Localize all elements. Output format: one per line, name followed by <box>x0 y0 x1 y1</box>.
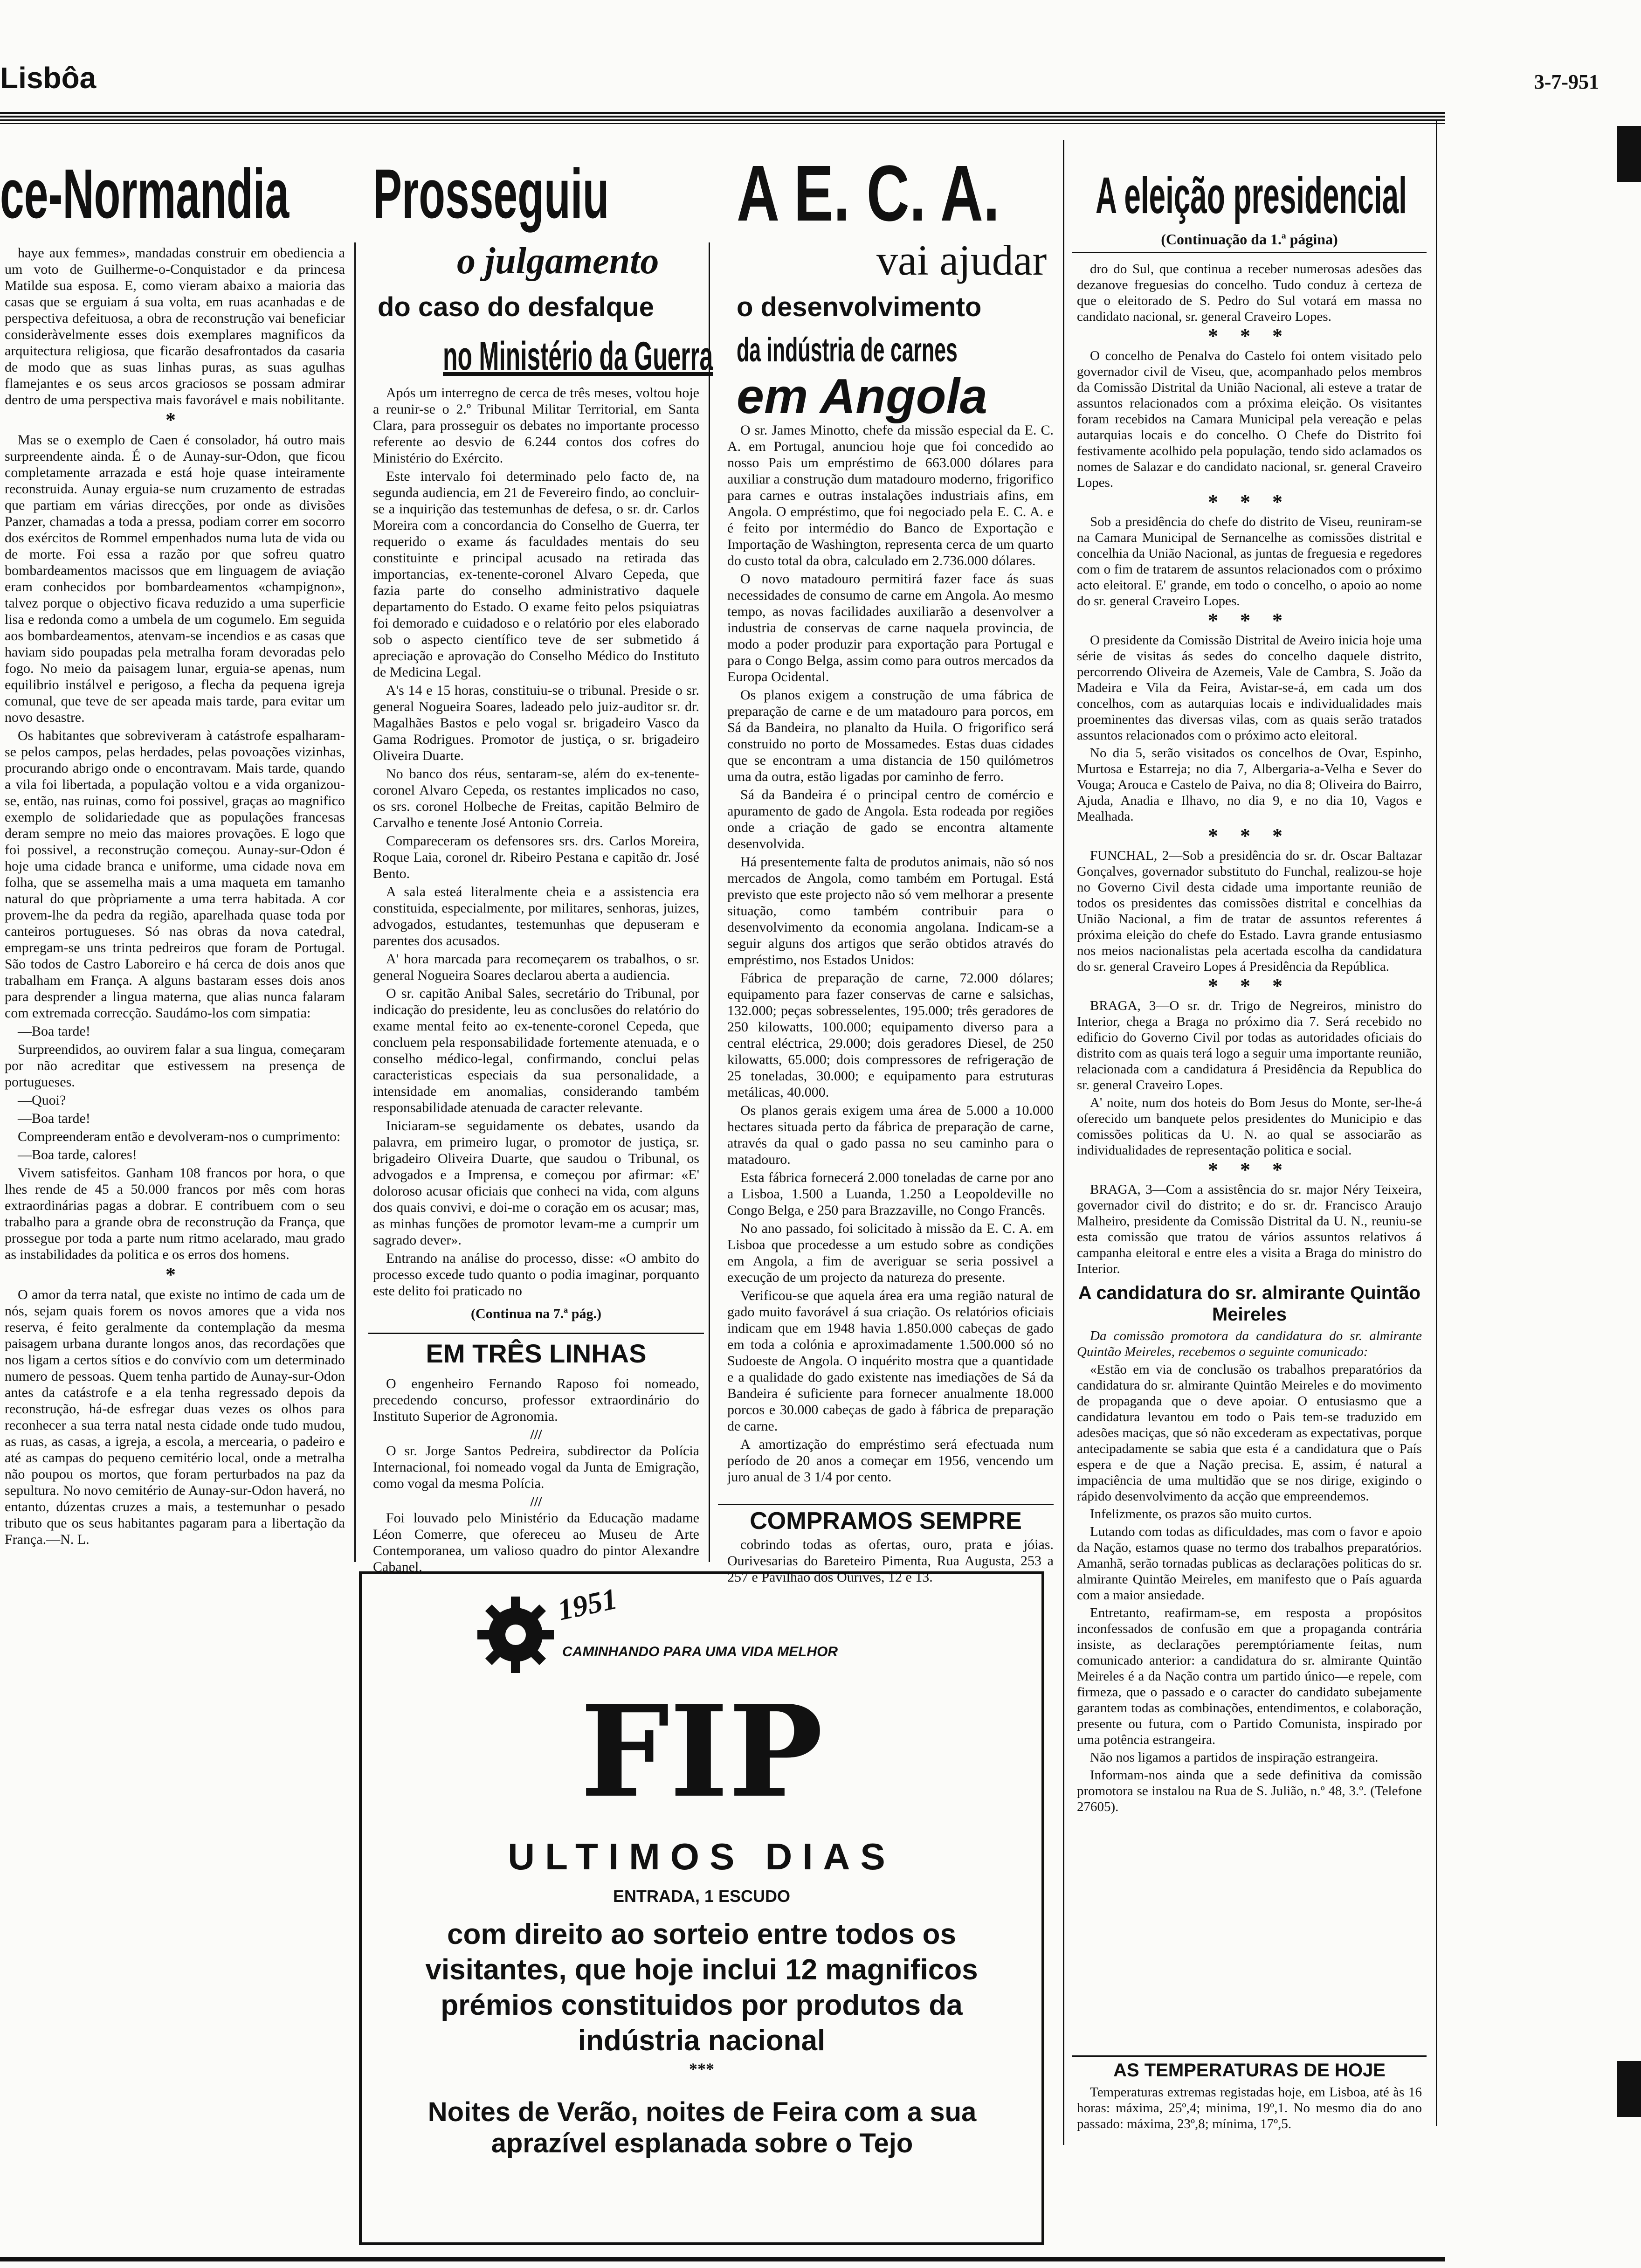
fip-headline: ULTIMOS DIAS <box>508 1836 896 1877</box>
fip-slogan: CAMINHANDO PARA UMA VIDA MELHOR <box>562 1644 838 1660</box>
tres-linhas-item: Foi louvado pelo Ministério da Educação madame Léon Comerre, que ofereceu ao Museu de Arte Contemporanea, um valioso quadro do pintor Alexandre Cabanel. <box>373 1510 699 1575</box>
col1-para: —Quoi? <box>18 1093 66 1108</box>
col3-headline-1: A E. C. A. <box>737 149 1000 238</box>
fip-footer: Noites de Verão, noites de Feira com a sua aprazível esplanada sobre o Tejo <box>427 2097 977 2158</box>
col4-stars: * * * <box>1208 325 1291 347</box>
col1-para: O amor da terra natal, que existe no intimo de cada um de nós, sejam quais forem os novos amores que a vida nos reserva, é feito geralmente da contemplação da mesma paisagem urbana durante longos anos, das recordações que nos ligam a certos sítios e do convívio com um determinado numero de pessoas. Quem tenha partido de Aunay-sur-Odon antes da catástrofe e a ela tenha regressado depois da reconstrução, há-de esfregar duas vezes os olhos para reconhecer a sua terra natal nesta cidade onde tudo mudou, as ruas, as casas, a igreja, a escola, a mercearia, o padeiro e até as campas do pequeno cemitério local, onde a metralha não poupou os mortos, que foram perturbados na paz da sepultura. No novo cemitério de Aunay-sur-Odon haverá, no entanto, dúzentas cruzes a mais, a testemunhar o pesado tributo que os seus habitantes pagaram para a libertação da França.—N. L. <box>5 1287 345 1547</box>
masthead-name: Lisbôa <box>0 61 97 95</box>
col3-para: Há presentemente falta de produtos animais, não só nos mercados de Angola, como também em Portugal. Está previsto que este projecto não só vem melhorar a presente situação, como também contribuir para o desenvolvimento da economia angolana. Indicam-se a seguir alguns dos artigos que serão obtidos através do empréstimo, nos Estados Unidos: <box>727 854 1054 968</box>
col2-para: A' hora marcada para recomeçarem os trabalhos, o sr. general Nogueira Soares declarou aberta a audiencia. <box>373 951 699 983</box>
col4-stars: * * * <box>1208 824 1291 847</box>
col4-para: Sob a presidência do chefe do distrito de Viseu, reuniram-se na Camara Municipal de Sernancelhe as comissões distrital e concelhia da União Nacional, as juntas de freguesia e regedores com o fim de tratarem de assuntos relacionados com o próximo acto eleitoral. E' grande, em todo o concelho, o apoio ao nome do sr. general Craveiro Lopes. <box>1077 514 1422 608</box>
col1-para: haye aux femmes», mandadas construir em obediencia a um voto de Guilherme-o-Conquistador e da princesa Matilde sua esposa. E, como vieram abaixo a maioria das casas que se erguiam á sua volta, em ruas acanhadas e de perspectiva defeituosa, a obra de reconstrução vai beneficiar consideràvelmente esses dois exemplares magnificos da arquitectura religiosa, que ficarão desafrontados da casaria de modo que as suas linhas puras, as suas agulhas flamejantes e os seus arcos graciosos se possam admirar dentro de uma perspectiva mais favorável e mais nobilitante. <box>5 245 345 408</box>
tres-linhas-body <box>373 1376 699 1577</box>
col4-para: No dia 5, serão visitados os concelhos de Ovar, Espinho, Murtosa e Estarreja; no dia 7, Albergaria-a-Velha e Sever do Vouga; Arouca e Castelo de Paiva, no dia 8; Oliveira do Bairro, Ajuda, Anadia e Ilhavo, no dia 9, e no dia 10, Vagos e Mealhada. <box>1077 746 1422 824</box>
col1-headline: ce-Normandia <box>0 154 290 233</box>
col4-stars: * * * <box>1208 1158 1291 1181</box>
col1-body <box>5 245 345 1549</box>
col1-para: —Boa tarde! <box>18 1111 90 1126</box>
col4-para: BRAGA, 3—Com a assistência do sr. major Néry Teixeira, governador civil do distrito; e do sr. dr. Francisco Araujo Malheiro, presidente da Comissão Distrital da U. N., reuniu-se esta comissão que tratou de vários assuntos relativos á campanha eleitoral e entre eles a visita a Braga do ministro do Interior. <box>1077 1182 1422 1276</box>
col3-para: Os planos gerais exigem uma área de 5.000 a 10.000 hectares situada perto da fábrica de preparação de carne, através da qual o gado passa no seu caminho para o matadouro. <box>727 1103 1054 1167</box>
col3-headline-4: da indústria de carnes <box>737 332 958 369</box>
col2-headline-4: no Ministério da Guerra <box>443 334 713 379</box>
col3-para: A amortização do empréstimo será efectuada num período de 20 anos a começar em 1956, vencendo um juro anual de 3 1/4 por cento. <box>727 1437 1054 1485</box>
compramos-top-rule <box>718 1504 1054 1505</box>
tres-linhas-item: O sr. Jorge Santos Pedreira, subdirector da Polícia Internacional, foi nomeado vogal da Junta de Emigração, como vogal da mesma Polícia. <box>373 1443 699 1491</box>
tres-linhas-separator: /// <box>530 1494 542 1509</box>
col2-continued: (Continua na 7.ª pág.) <box>471 1306 601 1321</box>
col3-para: Fábrica de preparação de carne, 72.000 dólares; equipamento para fazer conservas de carne e salsichas, 132.000; peças sobresselentes, 195.000; três geradores de 250 kilowatts, 100.000; equipamento diverso para a central eléctrica, 29.000; dois geradores Diesel, de 250 kilowatts, 65.000; dois compressores de refrigeração de 25 toneladas, 30.000; e equipamento para estruturas metálicas, 40.000. <box>727 970 1054 1100</box>
temps-text: Temperaturas extremas registadas hoje, em Lisboa, até às 16 horas: máxima, 25º,4; minima, 19º,1. No mesmo dia do ano passado: máxima, 23º,8; mínima, 17º,5. <box>1077 2085 1422 2131</box>
col4-para: BRAGA, 3—O sr. dr. Trigo de Negreiros, ministro do Interior, chega a Braga no próximo dia 7. Será recebido no edificio do Governo Civil por todas as autoridades oficiais do distrito com as quais terá logo a seguir uma importante reunião, relacionada com a candidatura á Presidência da Republica do sr. general Craveiro Lopes. <box>1077 998 1422 1093</box>
col2-para: Este intervalo foi determinado pelo facto de, na segunda audiencia, em 21 de Fevereiro findo, ao concluir-se a inquirição das testemunhas de defesa, o sr. dr. Carlos Moreira com a concordancia do Conselho de Guerra, ter requerido o exame ás faculdades mentais do seu constituinte e principal acusado na retirada das importancias, ex-tenente-coronel Alvaro Cepeda, que fazia parte do conselho administrativo daquele departamento do Estado. O exame feito pelos psiquiatras foi demorado e cuidadoso e o relatório por eles elaborado sob o aspecto científico teve de ser submetido á apreciação e aprovação do Conselho Médico do Instituto de Medicina Legal. <box>373 469 699 680</box>
column-divider-2 <box>709 242 710 1562</box>
col1-para: Mas se o exemplo de Caen é consolador, há outro mais surpreendente ainda. É o de Aunay-sur-Odon, que ficou completamente arrazada e está hoje quase inteiramente reconstruida. Aunay erguia-se num cruzamento de estradas que partiam em várias direcções, por onde as divisões Panzer, chamadas a toda a pressa, podiam correr em socorro dos exércitos de Rommel empenhados numa luta de vida ou de morte. Foi essa a razão por que sofreu quatro bombardeamentos macissos que em linguagem de aviação eram conhecidos por bombardeamentos «champignon», talvez porque o objectivo ficava reduzido a uma superficie lisa e redonda como a umbela de um cogumelo. Em seguida aos bombardeamentos, atenvam-se incendios e as casas que haviam sido poupadas pela metralha foram devoradas pelo fogo. No meio da paisagem lunar, erguia-se apenas, num equilibrio instálvel e perigoso, a flecha da pequena igreja comunal, que teve de ser apeada mais tarde, para evitar um novo desastre. <box>5 432 345 725</box>
tres-linhas-item: O engenheiro Fernando Raposo foi nomeado, precedendo concurso, professor extraordinário do Instituto Superior de Agronomia. <box>373 1376 699 1424</box>
col1-para: Compreenderam então e devolveram-nos o cumprimento: <box>18 1129 341 1144</box>
margin-block-top <box>1617 126 1641 182</box>
compramos-text: cobrindo todas as ofertas, ouro, prata e jóias. Ourivesarias do Bareteiro Pimenta, Rua Augusta, 253 a 257 e Pavilhão dos Ourives, 12 e 13. <box>727 1537 1054 1585</box>
bottom-rule <box>0 2257 1445 2261</box>
col4-stars: * * * <box>1208 609 1291 632</box>
tres-linhas-top-rule <box>368 1333 704 1334</box>
column-divider-3 <box>1063 140 1064 2145</box>
col1-para: —Boa tarde! <box>18 1023 90 1039</box>
col1-para: Os habitantes que sobreviveram à catástrofe espalharam-se pelos campos, pelas herdades, pelas povoações vizinhas, procurando abrigo onde o encontravam. Mais tarde, quando a vila foi libertada, a população voltou e a vida organizou-se, então, nas ruinas, como foi possivel, graças ao magnifico exemplo de solidariedade que as populações francesas deram sempre no meio das maiores provações. E logo que foi possivel, a reconstrução começou. Aunay-sur-Odon é hoje uma cidade branca e uniforme, uma cidade nova em folha, que se assemelha mais a uma maqueta em tamanho natural do que pròpriamente a uma terra habitada. A cor provem-lhe da pedra da região, aparelhada quase toda por canteiros portugueses. Só nas obras da nova catedral, empregam-se uns trinta pedreiros que foram de Portugal. São todos de Castro Laboreiro e há cerca de dois anos que trabalham em França. A alguns bastaram esses dois anos para desprender a lingua materna, que alias nunca falaram com extremada correcção. Saudámo-los com simpatia: <box>5 728 345 1021</box>
col3-para: O sr. James Minotto, chefe da missão especial da E. C. A. em Portugal, anunciou hoje que foi concedido ao nosso Pais um empréstimo de 663.000 dólares para auxiliar a construção dum matadouro moderno, frigorifico para carnes e outras instalações industriais afins, em Angola. O empréstimo, que foi negociado pela E. C. A. e é feito por intermédio do Banco de Exportação e Importação de Washington, representa cerca de um quarto do custo total da obra, calculado em 2.736.000 dólares. <box>727 422 1054 568</box>
col3-body <box>727 422 1054 1487</box>
fip-badge: 1951 <box>554 1582 620 1627</box>
col3-para: Os planos exigem a construção de uma fábrica de preparação de carne e de um matadouro para porcos, em Sá da Bandeira, no planalto da Huila. O frigorifico será construido no porto de Mossamedes. Estas duas cidades que se encontram a uma distancia de 150 quilómetros uma da outra, estão ligadas por caminho de ferro. <box>727 687 1054 784</box>
temps-body <box>1077 2084 1422 2134</box>
col2-para: A sala esteá literalmente cheia e a assistencia era constituida, especialmente, por militares, senhoras, juizes, advogados, estudantes, testemunhas que depuseram e parentes dos acusados. <box>373 884 699 948</box>
col1-star-separator: * <box>165 1263 184 1286</box>
top-rule <box>0 112 1445 124</box>
col2-para: Entrando na análise do processo, disse: «O ambito do processo excede tudo quanto o podia imaginar, porquanto este delito foi praticado no <box>373 1251 699 1299</box>
col2-para: O sr. capitão Anibal Sales, secretário do Tribunal, por indicação do presidente, leu as conclusões do relatório do exame mental feito ao ex-tenente-coronel Cepeda, que concluem pela responsabilidade fortemente atenuada, e o conselho médico-legal, confirmando, conclui pelas caracteristicas especiais da sua personalidade, a intensidade em anomalias, considerando também responsabilidade atenuada de caracter relevante. <box>373 986 699 1115</box>
col3-headline-5: em Angola <box>737 369 987 424</box>
col4-headline: A eleição presidencial <box>1096 167 1407 224</box>
col1-star-separator: * <box>165 408 184 431</box>
col4-para: dro do Sul, que continua a receber numerosas adesões das dezanove freguesias do concelho. Tudo conduz à certeza de que o eleitorado de S. Pedro do Sul votará em massa no candidato nacional, sr. general Craveiro Lopes. <box>1077 262 1422 324</box>
col4-sub-para: Não nos ligamos a partidos de inspiração estrangeira. <box>1090 1750 1379 1765</box>
col3-para: No ano passado, foi solicitado à missão da E. C. A. em Lisboa que procedesse a um estudo sobre as condições em Angola, a fim de averiguar se seria possivel a execução de um projecto da natureza do presente. <box>727 1221 1054 1285</box>
col4-sub-headline: A candidatura do sr. almirante Quintão Meireles <box>1078 1283 1421 1325</box>
col2-para: No banco dos réus, sentaram-se, além do ex-tenente-coronel Alvaro Cepeda, os restantes implicados no caso, os srs. coronel Holbeche de Freitas, capitão Belmiro de Carvalho e tenente José Antonio Correia. <box>373 766 699 830</box>
col3-para: O novo matadouro permitirá fazer face ás suas necessidades de consumo de carne em Angola. Ao mesmo tempo, as novas facilidades auxiliarão a desenvolver a industria de conservas de carne naquela provincia, de modo a poder produzir para exportação para Portugal e para o Congo Belga, assim como para outros mercados da Europa Ocidental. <box>727 571 1054 685</box>
column-divider-1 <box>354 242 356 1562</box>
col3-headline-2: vai ajudar <box>876 236 1047 284</box>
col2-headline-3: do caso do desfalque <box>378 292 654 322</box>
col4-stars: * * * <box>1208 491 1291 513</box>
col4-continued-from: (Continuação da 1.ª página) <box>1161 231 1338 248</box>
margin-block-bottom <box>1617 2061 1641 2117</box>
col3-para: Verificou-se que aquela área era uma região natural de gado muito favorável á sua criação. Os relatórios oficiais indicam que em 1948 havia 1.850.000 cabeças de gado em toda a colónia e aproximadamente 1.500.000 só no Sudoeste de Angola. O inquérito mostra que a quantidade e a qualidade do gado existente nas imediações de Sá da Bandeira é suficiente para fornecer anualmente 18.000 porcos e 30.000 cabeças de gado à fábrica de preparação de carne. <box>727 1288 1054 1434</box>
col4-sub-para: Lutando com todas as dificuldades, mas com o favor e apoio da Nação, estamos quase no termo dos trabalhos preparatórios. Amanhã, serão tornadas publicas as declarações politicas do sr. almirante Quintão Meireles, em manifesto que o País aguarda com a maior ansiedade. <box>1077 1524 1422 1603</box>
col2-para: Compareceram os defensores srs. drs. Carlos Moreira, Roque Laia, coronel dr. Ribeiro Pestana e capitão dr. José Bento. <box>373 833 699 881</box>
masthead-date: 3-7-951 <box>1534 70 1599 93</box>
fip-body: com direito ao sorteio entre todos os visitantes, que hoje inclui 12 magnificos prémios constituidos por produtos da indústria nacional <box>425 1918 978 2057</box>
col4-para: O concelho de Penalva do Castelo foi ontem visitado pelo governador civil de Viseu, que, acompanhado pelos membros da Comissão Distrital da União Nacional, ali esteve a tratar de assuntos relacionados com a próxima eleição. Os visitantes foram recebidos na Camara Municipal pela vereação e pelas autarquias locais e do concelho. O Chefe do Distrito foi festivamente acolhido pela população, tendo sido aclamados os nomes de Salazar e do candidato nacional, sr. general Craveiro Lopes. <box>1077 348 1422 490</box>
col2-body <box>373 385 699 1322</box>
temps-title: AS TEMPERATURAS DE HOJE <box>1113 2060 1386 2081</box>
fip-advertisement <box>359 1571 1044 2245</box>
col4-body <box>1077 261 1422 1817</box>
col4-sub-para: Informam-nos ainda que a sede definitiva da comissão promotora se instalou na Rua de S. Julião, n.º 48, 3.º. (Telefone 27605). <box>1077 1768 1422 1814</box>
col4-stars: * * * <box>1208 975 1291 997</box>
col3-headline-3: o desenvolvimento <box>737 292 982 322</box>
col4-para: A' noite, num dos hoteis do Bom Jesus do Monte, ser-lhe-á oferecido um banquete pelos presidentes do Municipio e das comissões politicas da U. N. ao qual se associarão as individualidades de representação politica e social. <box>1077 1095 1422 1158</box>
col4-sub-para: Infelizmente, os prazos são muito curtos. <box>1090 1507 1312 1521</box>
col3-para: Sá da Bandeira é o principal centro de comércio e apuramento de gado de Angola. Esta rodeada por regiões onde a criação de gado se encontra altamente desenvolvida. <box>727 787 1054 851</box>
tres-linhas-separator: /// <box>530 1427 542 1442</box>
col2-para: Após um interregno de cerca de três meses, voltou hoje a reunir-se o 2.º Tribunal Militar Territorial, em Santa Clara, para prosseguir os debates no importante processo referente ao desvio de 6.244 contos dos cofres do Ministério do Exército. <box>373 385 699 466</box>
fip-logo: FIP <box>580 1677 823 1825</box>
fip-entry: ENTRADA, 1 ESCUDO <box>613 1887 791 1906</box>
col4-top-rule <box>1072 252 1427 253</box>
gear-icon <box>474 1593 558 1677</box>
col2-para: Iniciaram-se seguidamente os debates, usando da palavra, em primeiro lugar, o promotor de justiça, sr. brigadeiro Oliveira Duarte, que saudou o Tribunal, os advogados e a Imprensa, e começou por afirmar: «E' doloroso acusar oficiais que conheci na vida, com alguns dos quais convivi, e doi-me o coração em os acusar; mas, as minhas funções de promotor levam-me a cumprir um sagrado dever». <box>373 1118 699 1248</box>
fip-separator: *** <box>689 2060 714 2078</box>
col4-para: FUNCHAL, 2—Sob a presidência do sr. dr. Oscar Baltazar Gonçalves, governador substituto do Funchal, realizou-se hoje no Governo Civil desta cidade uma importante reunião de todos os presidentes das comissões distrital e concelhias da União Nacional, a fim de tratar de assuntos referentes á próxima eleição do chefe do Estado. Lavra grande entusiasmo nos meios nacionalistas pela acertada escolha da candidatura do sr. general Craveiro Lopes á Presidência da República. <box>1077 848 1422 974</box>
col2-headline-2: o julgamento <box>457 241 659 282</box>
compramos-title: COMPRAMOS SEMPRE <box>750 1507 1022 1535</box>
tres-linhas-title: EM TRÊS LINHAS <box>426 1339 647 1368</box>
col4-sub-intro: Da comissão promotora da candidatura do sr. almirante Quintão Meireles, recebemos o seguinte comunicado: <box>1077 1328 1422 1359</box>
col1-para: Surpreendidos, ao ouvirem falar a sua lingua, começaram por não acreditar que estivessem na presença de portugueses. <box>5 1042 345 1090</box>
col1-para: —Boa tarde, calores! <box>18 1147 137 1162</box>
col3-para: Esta fábrica fornecerá 2.000 toneladas de carne por ano a Lisboa, 1.500 a Luanda, 1.250 a Leopoldeville no Congo Belga, e 250 para Brazzaville, no Congo Francês. <box>727 1170 1054 1218</box>
right-margin-rule <box>1436 121 1437 2126</box>
col1-para: Vivem satisfeitos. Ganham 108 francos por hora, o que lhes rende de 45 a 50.000 francos por mês com horas extraordinárias pagas a dobrar. E contribuem com o seu trabalho para a grande obra de reconstrução da França, que prossegue por toda a parte num ritmo acelarado, mau grado as instabilidades da politica e os erros dos homens. <box>5 1165 345 1262</box>
col2-headline-1: Prosseguiu <box>373 154 609 233</box>
col2-para: A's 14 e 15 horas, constituiu-se o tribunal. Preside o sr. general Nogueira Soares, ladeado pelo juiz-auditor sr. dr. Magalhães Bastos e pelo vogal sr. brigadeiro Vasco da Gama Rodrigues. Promotor de justiça, o sr. brigadeiro Oliveira Duarte. <box>373 683 699 763</box>
col4-sub-para: Entretanto, reafirmam-se, em resposta a propósitos inconfessados de confusão em que a propaganda contrária insiste, as declarações peremptóriamente feitas, num comunicado anterior: a candidatura do sr. almirante Quintão Meireles é a da Nação contra um partido único—e repele, com firmeza, que o passado e o caracter do candidato subejamente garantem todas as combinações, entendimentos, e colaboração, presente ou futura, com o Partido Comunista, inspirado por uma potência estrangeira. <box>1077 1605 1422 1747</box>
col4-para: O presidente da Comissão Distrital de Aveiro inicia hoje uma série de visitas ás sedes do concelho daquele distrito, percorrendo Oliveira de Azemeis, Vale de Cambra, S. João da Madeira e Vila da Feira, Avistar-se-á, em cada um dos concelhos, com as autarquias locais e individualidades mais proeminentes das diversas vilas, com as quais serão tratados assuntos relacionados com o próximo acto eleitoral. <box>1077 633 1422 743</box>
temps-top-rule <box>1072 2055 1427 2057</box>
col4-sub-para: «Estão em via de conclusão os trabalhos preparatórios da candidatura do sr. almirante Quintão Meireles e do movimento de propaganda que o deve apoiar. O entusiasmo que a candidatura levantou em todo o Pais tem-se traduzido em adesões maciças, que só não excederam as expectativas, porque antecipadamente se sabia que esta é a candidatura que o País espera e de que a Nação precisa. E, assim, é natural a impaciência de uma multidão que se nos dirige, exigindo o rápido desenvolvimento da acção que empreendemos. <box>1077 1362 1422 1504</box>
